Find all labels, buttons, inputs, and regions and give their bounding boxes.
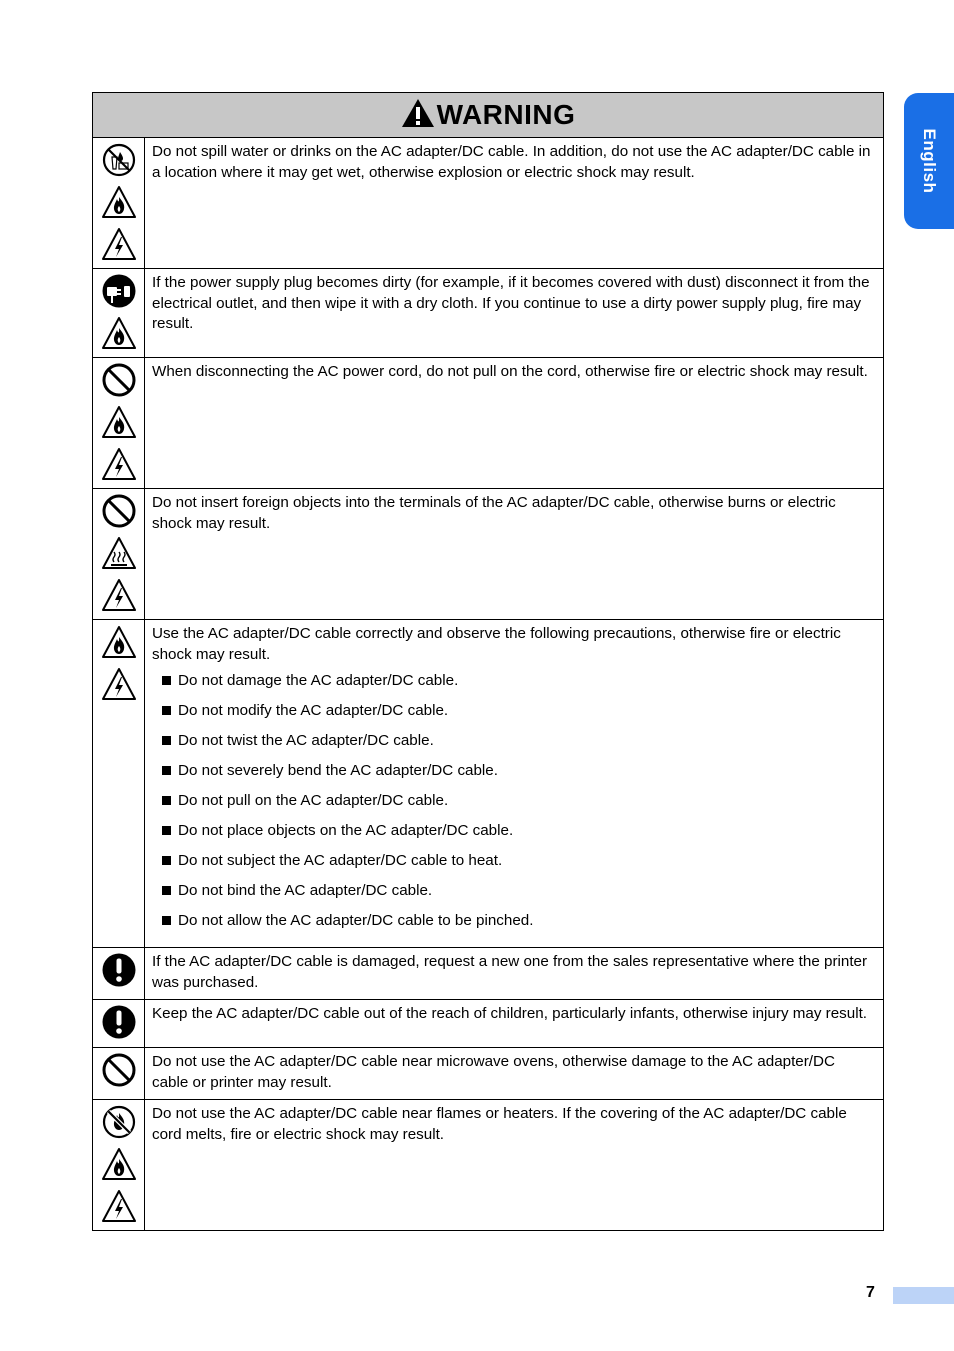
hot-surface-icon: [101, 535, 137, 571]
warning-row: [93, 948, 884, 1000]
warning-text: Do not use the AC adapter/DC cable near flames or heaters. If the covering of the AC adapter/DC cable cord melts, fire or electric shock may result.: [145, 1100, 884, 1231]
warning-text: Do not spill water or drinks on the AC adapter/DC cable. In addition, do not use the AC adapter/DC cable in a location where it may get wet, otherwise explosion or electric shock may result.: [145, 138, 884, 269]
fire-hazard-icon: [101, 624, 137, 660]
precaution-item: Do not place objects on the AC adapter/DC cable.: [152, 821, 873, 851]
language-tab-label: English: [920, 128, 939, 194]
precaution-item: Do not bind the AC adapter/DC cable.: [152, 881, 873, 911]
prohibited-icon: [101, 1052, 137, 1088]
fire-hazard-icon: [101, 184, 137, 220]
language-tab: [904, 93, 954, 229]
no-water-icon: [101, 142, 137, 178]
precaution-item: Do not pull on the AC adapter/DC cable.: [152, 791, 873, 821]
warning-text: Do not use the AC adapter/DC cable near microwave ovens, otherwise damage to the AC adapter/DC cable or printer may result.: [145, 1048, 884, 1100]
warning-row: [93, 269, 884, 358]
fire-hazard-icon: [101, 315, 137, 351]
warning-title: WARNING: [436, 99, 576, 130]
precaution-item: Do not modify the AC adapter/DC cable.: [152, 701, 873, 731]
mandatory-action-icon: [101, 952, 137, 988]
no-fire-icon: [101, 1104, 137, 1140]
electric-shock-icon: [101, 1188, 137, 1224]
electric-shock-icon: [101, 446, 137, 482]
warning-row: [93, 1000, 884, 1048]
warning-row: [93, 1048, 884, 1100]
prohibited-icon: [101, 362, 137, 398]
precaution-item: Do not allow the AC adapter/DC cable to be pinched.: [152, 911, 873, 941]
precaution-item: Do not subject the AC adapter/DC cable to heat.: [152, 851, 873, 881]
electric-shock-icon: [101, 577, 137, 613]
precaution-list: [152, 671, 873, 941]
electric-shock-icon: [101, 666, 137, 702]
warning-triangle-icon: [401, 98, 435, 133]
prohibited-icon: [101, 493, 137, 529]
electric-shock-icon: [101, 226, 137, 262]
warning-header: [93, 93, 884, 138]
warning-text: If the power supply plug becomes dirty (for example, if it becomes covered with dust) disconnect it from the electrical outlet, and then wipe it with a dry cloth. If you continue to use a dirty power supply plug, fire may result.: [145, 269, 884, 358]
precaution-item: Do not twist the AC adapter/DC cable.: [152, 731, 873, 761]
warning-text: Do not insert foreign objects into the terminals of the AC adapter/DC cable, otherwise burns or electric shock may result.: [145, 489, 884, 620]
warning-row: [93, 620, 884, 948]
page-number: 7: [866, 1284, 875, 1301]
precaution-item: Do not damage the AC adapter/DC cable.: [152, 671, 873, 701]
warning-table: [92, 92, 884, 1231]
warning-text: When disconnecting the AC power cord, do not pull on the cord, otherwise fire or electric shock may result.: [145, 358, 884, 489]
unplug-icon: [101, 273, 137, 309]
warning-text: If the AC adapter/DC cable is damaged, request a new one from the sales representative where the printer was purchased.: [145, 948, 884, 1000]
precaution-item: Do not severely bend the AC adapter/DC cable.: [152, 761, 873, 791]
warning-row: [93, 358, 884, 489]
warning-text: Keep the AC adapter/DC cable out of the reach of children, particularly infants, otherwise injury may result.: [145, 1000, 884, 1048]
warning-row: [93, 489, 884, 620]
warning-text: Use the AC adapter/DC cable correctly and observe the following precautions, otherwise fire or electric shock may result.: [152, 625, 841, 663]
fire-hazard-icon: [101, 404, 137, 440]
page-number-bar: [893, 1287, 954, 1304]
mandatory-action-icon: [101, 1004, 137, 1040]
fire-hazard-icon: [101, 1146, 137, 1182]
warning-row: [93, 138, 884, 269]
warning-row: [93, 1100, 884, 1231]
